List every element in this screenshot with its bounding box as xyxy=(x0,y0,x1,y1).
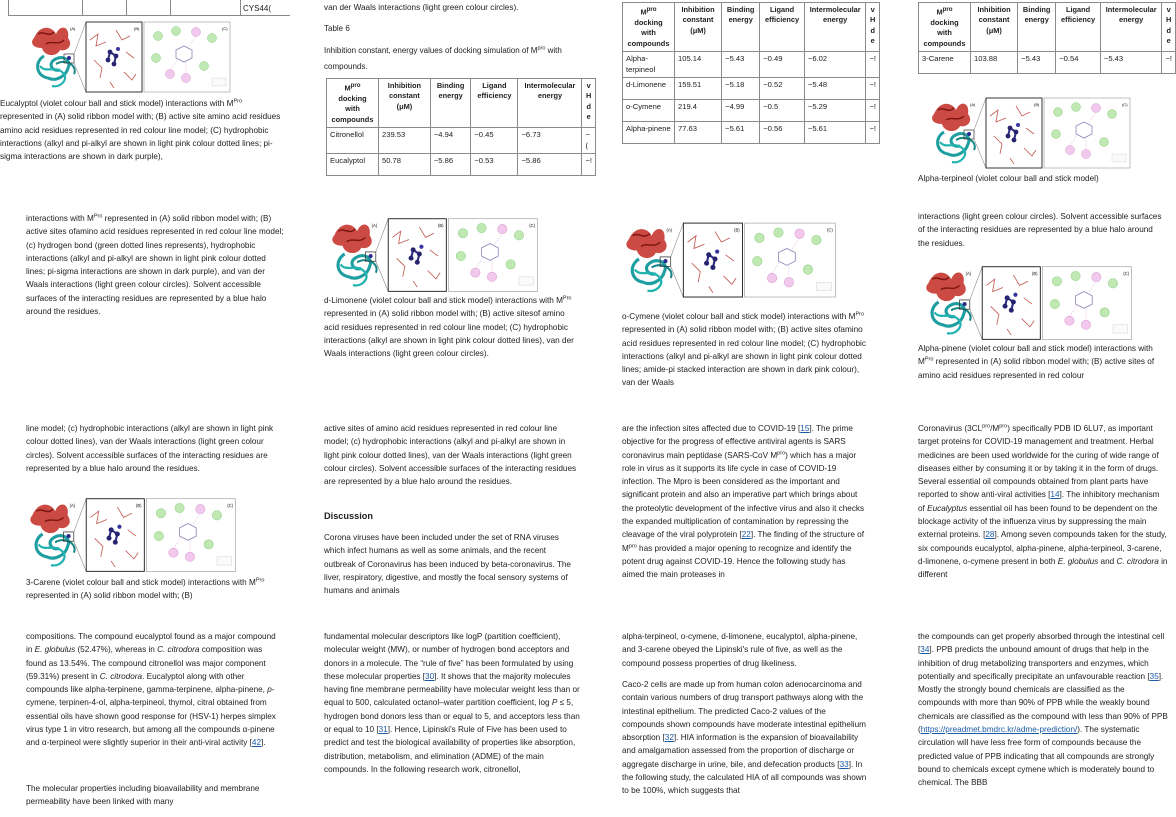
table-header-row xyxy=(327,79,596,128)
docking-table-6-page-3 xyxy=(918,2,1176,74)
compositions-paragraph: compositions. The compound eucalyptol found as a major compound in E. globulus (52.47%), whereas in C. citrodora composition was found as 13.54%. The compound citronellol was major component (59.31%) present in C. citrodora. Eucalyptol along with other compounds like alpha-terpinene, gamma-terpinene, alpha-pinene, p-cymene, terpinen-4-ol, alpha-terpineol, thymol, citral obtained from essential oils have shown good response for (HSV-1) herpes simplex virus type 1 in vitro research, but among all the compounds α-pinene and α-terpineol were slightly superior in their anti-viral activity [42]. xyxy=(26,632,276,748)
lipinski-paragraph: alpha-terpineol, o-cymene, d-limonene, eucalyptol, alpha-pinene, and 3-carene obeyed the Lipinski's rule of five, as well as the compound possess properties of drug likeliness. xyxy=(622,632,858,668)
table-cell: 103.88 xyxy=(971,52,1018,74)
table-cell: 50.78 xyxy=(379,154,431,176)
table-cell: −! xyxy=(866,100,880,122)
continued-caption-text: line model; (c) hydrophobic interactions (alkyl are shown in light pink colour dotted lines), van der Waals interactions (light green colour circles). Solvent accessible surfaces of the interacting residues are represented by a blue halo around the residues. xyxy=(26,424,274,473)
table-cell: −5.61 xyxy=(804,122,866,144)
continued-caption-text: active sites of amino acid residues represented in red colour line model; (c) hydrophobic interactions (alkyl and pi-alkyl are shown in light pink colour dotted lines), van der Waals interactions (light green colour circles). Solvent accessible surfaces of the interacting residues are represented by a blue halo around the residues. xyxy=(324,424,577,487)
table-header-cell: Binding energy xyxy=(1018,3,1056,52)
table-title: Table 6 xyxy=(324,24,350,33)
table-cell: 105.14 xyxy=(675,52,722,78)
table-cell: o-Cymene xyxy=(623,100,675,122)
continued-text: van der Waals interactions (light green colour circles). xyxy=(324,3,519,12)
molecular-properties-paragraph: The molecular properties including bioavailability and membrane permeability have been linked with many xyxy=(26,784,260,807)
table-header-cell: Inhibition constant (μM) xyxy=(379,79,431,128)
panel-label-c: (C) xyxy=(227,503,234,509)
table-cell: −6.73 xyxy=(518,128,582,154)
3-carene-figure-caption: 3-Carene (violet colour ball and stick model) interactions with $M^{Pro}$ represented in (A) solid ribbon model with; (B) xyxy=(26,577,265,601)
panel-label-c: (C) xyxy=(1123,271,1130,277)
table-cell: −5.61 xyxy=(722,122,760,144)
docking-table-6-page-2 xyxy=(622,2,880,144)
table-cell: −5.43 xyxy=(722,52,760,78)
tile-eucalyptol-figure xyxy=(0,0,290,200)
eucalyptol-docking-figure xyxy=(26,16,240,96)
panel-label-b: (B) xyxy=(134,26,140,31)
table-row xyxy=(623,52,880,78)
table-cell: d-Limonene xyxy=(623,78,675,100)
o-cymene-docking-figure xyxy=(620,212,846,306)
3-carene-docking-figure xyxy=(24,492,246,576)
tile-alpha-pinene-figure xyxy=(916,208,1170,404)
panel-label-b: (B) xyxy=(734,227,740,233)
panel-label-a: (A) xyxy=(970,102,976,107)
table-cell: −0.49 xyxy=(760,52,805,78)
tile-coronavirus-text xyxy=(916,420,1170,610)
discussion-paragraph: Corona viruses have been included under the set of RNA viruses which infect humans as well as some animals, and the recent outbreak of Coronavirus has been induced by beta-coronavirus. The liver, respiratory, digestive, and mostly the focal sensory systems of humans and animals xyxy=(324,533,571,596)
prev-table-fragment xyxy=(0,0,290,16)
alpha-terpineol-docking-figure xyxy=(926,92,1140,172)
table-cell: 159.51 xyxy=(675,78,722,100)
panel-label-b: (B) xyxy=(438,223,444,229)
discussion-heading: Discussion xyxy=(324,511,374,521)
table-header-cell: Binding energy xyxy=(430,79,471,128)
table-cell: Alpha-pinene xyxy=(623,122,675,144)
panel-label-a: (A) xyxy=(70,26,76,31)
tile-caco2-text xyxy=(620,628,870,817)
tile-3-carene-figure xyxy=(0,420,290,610)
table-cell: −0.45 xyxy=(471,128,518,154)
table-cell: −5.86 xyxy=(518,154,582,176)
tile-ppb-text xyxy=(916,628,1170,817)
table-cell: −5.18 xyxy=(722,78,760,100)
table-cell: 3-Carene xyxy=(919,52,971,74)
table-cell: −( xyxy=(582,128,596,154)
table-header-cell: Ligand efficiency xyxy=(1056,3,1101,52)
table-cell: −0.52 xyxy=(760,78,805,100)
table-cell: −0.54 xyxy=(1056,52,1101,74)
panel-label-c: (C) xyxy=(529,223,536,229)
tile-d-limonene-figure xyxy=(322,208,586,404)
panel-label-a: (A) xyxy=(371,223,378,229)
mpro-paragraph: are the infection sites affected due to COVID-19 [15]. The prime objective for the progress of effective antiviral agents is SARS coronavirus main peptidase (SARS-CoV $M^{pro}$) which has a major role in virus as it supports its life cycle in case of COVID-19 infection. The Mpro is been considered as the important and significant protein and also an imperative part which brings about the proteolytic development of the infective virus and also it checks the expanded multiplication of contamination by repressing the cleavage of the viral polyprotein [22]. The finding of the structure of $M^{pro}$ has provided a major opening to recognize and identify the potent drug against COVID-19. Hence the following study has aimed the main proteases in xyxy=(622,424,865,580)
table-cell: −! xyxy=(866,122,880,144)
table-cell: −0.53 xyxy=(471,154,518,176)
panel-label-b: (B) xyxy=(136,503,142,509)
coronavirus-paragraph: Coronavirus $(3CL^{pro}/M^{pro})$ specifically PDB ID 6LU7, as important target proteins for COVID-19 management and treatment. Herbal medicines are been used worldwide for the curing of wide range of diseases either by consuming it or by taking it in the form of drugs. Several essential oil compounds obtained from plant parts have reported to show anti-viral activities [14]. The inhibitory mechanism of Eucalyptus essential oil has been found to be dependent on the blockage activity of the influenza virus by suppressing the main external proteins. [28]. Among seven compounds taken for the study, six compounds eucalyptol, alpha-pinene, alpha-terpineol, 3-carene, d-limonene, o-cymene present in both E. globulus and C. citrodora in different xyxy=(918,423,1168,580)
table-header-cell: $M^{pro}$ docking with compounds xyxy=(919,3,971,52)
continued-caption-text: interactions (light green colour circles). Solvent accessible surfaces of the interacting residues are represented by a blue halo around the residues. xyxy=(918,212,1162,248)
table-header-row xyxy=(919,3,1176,52)
panel-label-b: (B) xyxy=(1032,271,1038,277)
panel-label-b: (B) xyxy=(1034,102,1040,107)
table-cell: −! xyxy=(866,52,880,78)
table-header-cell: Inhibition constant (μM) xyxy=(675,3,722,52)
panel-label-a: (A) xyxy=(965,271,972,277)
table-cell: −! xyxy=(582,154,596,176)
panel-label-a: (A) xyxy=(69,503,76,509)
tile-alpha-terpineol-figure xyxy=(916,0,1170,200)
docking-table-6 xyxy=(326,78,596,176)
tile-mpro-text xyxy=(620,420,870,610)
table-cell: 239.53 xyxy=(379,128,431,154)
panel-label-c: (C) xyxy=(826,227,833,233)
alpha-terpineol-figure-caption: Alpha-terpineol (violet colour ball and stick model) xyxy=(918,174,1099,183)
panel-label-c: (C) xyxy=(1122,102,1128,107)
table-cell: −5.48 xyxy=(804,78,866,100)
tile-discussion xyxy=(322,420,586,610)
table-caption: Inhibition constant, energy values of docking simulation of $M^{pro}$ with compounds. xyxy=(324,45,562,71)
tile-rule-of-five-text xyxy=(322,628,586,817)
panel-label-a: (A) xyxy=(666,227,673,233)
table-cell: Eucalyptol xyxy=(327,154,379,176)
table-cell: −5.86 xyxy=(430,154,471,176)
table-header-cell: Inhibition constant (μM) xyxy=(971,3,1018,52)
table-cell: −! xyxy=(1162,52,1176,74)
panel-label-c: (C) xyxy=(222,26,228,31)
table-header-cell: Ligand efficiency xyxy=(471,79,518,128)
o-cymene-figure-caption: o-Cymene (violet colour ball and stick model) interactions with $M^{Pro}$ represented in (A) solid ribbon model with; (B) active sites ofamino acid residues represented in red colour line model; (C) hydrophobic interactions (alkyl and pi-alkyl are shown in light pink colour dotted lines; amide-pi stacked interaction are shown in dark pink colour), van der Waals xyxy=(622,311,866,388)
table-cell: −6.02 xyxy=(804,52,866,78)
table-header-cell: Intermolecular energy xyxy=(1100,3,1162,52)
table-row xyxy=(623,122,880,144)
alpha-pinene-figure-caption: Alpha-pinene (violet colour ball and stick model) interactions with $M^{Pro}$ represented in (A) solid ribbon model with; (B) active sites of amino acid residues represented in red colour xyxy=(918,344,1155,380)
table-row xyxy=(919,52,1176,74)
table-header-cell: Binding energy xyxy=(722,3,760,52)
table-cell: 219.4 xyxy=(675,100,722,122)
table-cell: Alpha-terpineol xyxy=(623,52,675,78)
alpha-pinene-docking-figure xyxy=(920,260,1142,344)
table-cell: −! xyxy=(866,78,880,100)
table-cell: −5.29 xyxy=(804,100,866,122)
tile-compositions-text xyxy=(0,628,290,817)
table-header-cell: $M^{pro}$ docking with compounds xyxy=(623,3,675,52)
d-limonene-figure-caption: d-Limonene (violet colour ball and stick model) interactions with $M^{Pro}$ represented in (A) solid ribbon model with; (B) active sitesof amino acid residues represented in red colour line model; (C) hydrophobic interactions (alkyl are shown in light pink colour dotted lines), van der Waals interactions (light green colour circles). xyxy=(324,295,574,359)
table-header-cell: Intermolecular energy xyxy=(518,79,582,128)
table-cell: −0.5 xyxy=(760,100,805,122)
table-header-cell: v H d e xyxy=(1162,3,1176,52)
tile-table-6 xyxy=(322,0,592,200)
table-cell: −5.43 xyxy=(1100,52,1162,74)
caco2-paragraph: Caco-2 cells are made up from human colon adenocarcinoma and contain various numbers of drug transport pathways along with the intestinal epithelium. The predicted Caco-2 values of the compounds shown compounds have moderate intestinal epithelium absorption [32]. HIA information is the expansion of bioavailability and amalgamation assessed from the proportion of discharge or aggregate discharge in urine, bile, and defecation products [33]. In the following study, the calculated HIA of all compounds was shown to be 100%, which suggests that xyxy=(622,680,867,796)
table-header-cell: Ligand efficiency xyxy=(760,3,805,52)
table-header-cell: $M^{pro}$ docking with compounds xyxy=(327,79,379,128)
d-limonene-docking-figure xyxy=(326,212,548,296)
tile-o-cymene-figure xyxy=(620,208,870,404)
rule-of-five-paragraph: fundamental molecular descriptors like logP (partition coefficient), molecular weight (MW), or number of hydrogen bond acceptors and donors in a molecule. The “rule of five” has been formulated by using these molecular properties [30]. It shows that the majority molecules having fine membrane permeability have molecular weight less than or equal to 500, calculated octanol–water partition coefficient, log P ≤ 5, hydrogen bond donors less than or equal to 5, and acceptors less than or equal to 10 [31]. Hence, Lipinski's Rule of Five has been used to predict and test the biological availability of properties like absorption, distribution, metabolism, and elimination (ADME) of the main compounds. In the following research work, citronellol, xyxy=(324,632,580,774)
table-row xyxy=(623,100,880,122)
alpha-terpineol-caption-continued: interactions with $M^{Pro}$ represented in (A) solid ribbon model with; (B) active sites ofamino acid residues represented in red colour line model; (c) hydrogen bond (green dotted lines represents), hydrophobic interactions (alkyl and pi-alkyl are shown in light pink colour dotted lines; pi-sigma interactions are shown in dark purple), and van der Waals interactions (light green colour circles). Solvent accessible surfaces of the interacting residues are represented by a blue halo around the residues. xyxy=(26,213,284,317)
tile-interactions-text xyxy=(0,208,290,404)
table-header-cell: v H d e xyxy=(866,3,880,52)
table-header-row xyxy=(623,3,880,52)
table-row xyxy=(327,128,596,154)
table-row xyxy=(623,78,880,100)
table-header-cell: v H d e xyxy=(582,79,596,128)
tile-table-6-cont xyxy=(620,0,876,200)
table-header-cell: Intermolecular energy xyxy=(804,3,866,52)
eucalyptol-figure-caption: Eucalyptol (violet colour ball and stick model) interactions with $M^{Pro}$ represented in (A) solid ribbon model with; (B) active site amino acid residues amino acid residues represented in red colour line model; (C) hydrophobic interactions (alkyl and pi-alkyl are shown in light pink colour dotted lines; pi-sigma interactions are shown in dark purple), xyxy=(0,98,281,162)
ppb-paragraph: the compounds can get properly absorbed through the intestinal cell [34]. PPB predicts the unbound amount of drugs that help in the inhibition of drug metabolizing transporters and enzymes, which potentially and specifically precipitate an unfavourable reaction [35]. Mostly the strongly bound chemicals are classified as the compounds with more than 90% of PPB while the weakly bound chemicals are classified as the compound with less than 90% of PPB (https://preadmet.bmdrc.kr/adme-prediction/). The systematic circulation will have less free form of compounds because the predicted value of PPB indicating that all compounds are strongly bound to chemicals except cymene which is moderately bound to chemical. The BBB xyxy=(918,632,1168,788)
table-cell-fragment: CYS44( xyxy=(243,4,272,13)
table-cell: 77.63 xyxy=(675,122,722,144)
table-cell: −4.99 xyxy=(722,100,760,122)
table-row xyxy=(327,154,596,176)
table-cell: Citronellol xyxy=(327,128,379,154)
table-cell: −5.43 xyxy=(1018,52,1056,74)
table-cell: −4.94 xyxy=(430,128,471,154)
table-cell: −0.56 xyxy=(760,122,805,144)
